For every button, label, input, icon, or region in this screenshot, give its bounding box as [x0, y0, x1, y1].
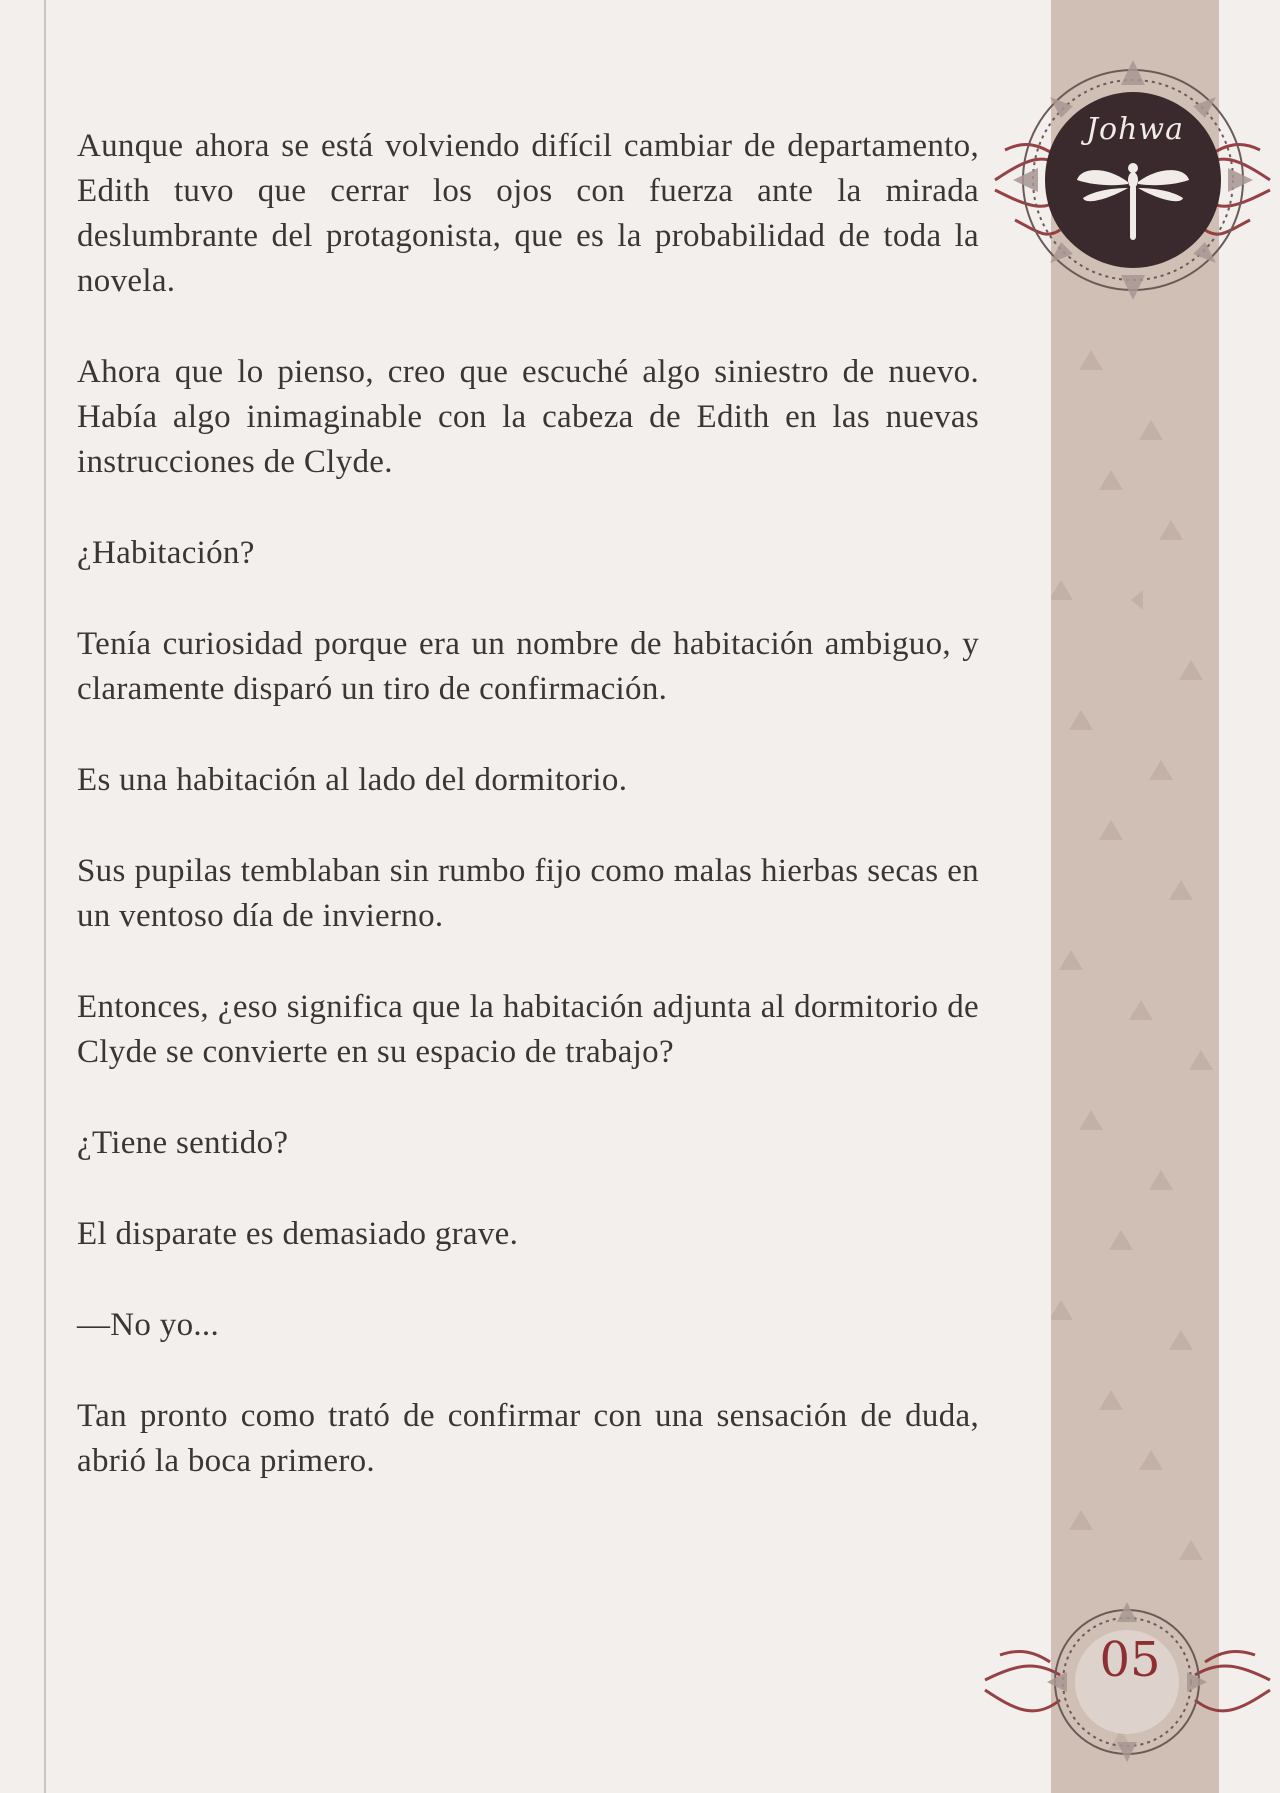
paragraph-3: ¿Habitación?	[77, 535, 255, 571]
paragraph-1: Aunque ahora se está volviendo difícil cambiar de departamento, Edith tuvo que cerrar los ojos con fuerza ante la mirada deslumbrante del protagonista, que es la probabilidad de toda la novela.	[77, 128, 979, 299]
paragraph-6: Sus pupilas temblaban sin rumbo fijo como malas hierbas secas en un ventoso día de invierno.	[77, 853, 979, 934]
paragraph-4: Tenía curiosidad porque era un nombre de habitación ambiguo, y claramente disparó un tiro de confirmación.	[77, 626, 979, 707]
paragraph-8: ¿Tiene sentido?	[77, 1125, 289, 1161]
page-number: 05	[1099, 1632, 1161, 1688]
paragraph-5: Es una habitación al lado del dormitorio.	[77, 762, 628, 798]
johwa-emblem	[985, 30, 1280, 330]
paragraph-9: El disparate es demasiado grave.	[77, 1216, 519, 1252]
emblem-label: Johwa	[1086, 112, 1184, 147]
paragraph-11: Tan pronto como trató de confirmar con una sensación de duda, abrió la boca primero.	[77, 1398, 979, 1479]
paragraph-7: Entonces, ¿eso significa que la habitación adjunta al dormitorio de Clyde se convierte en su espacio de trabajo?	[77, 989, 979, 1070]
chapter-text	[77, 124, 979, 1484]
paragraph-10: —No yo...	[77, 1307, 220, 1343]
paragraph-2: Ahora que lo pienso, creo que escuché algo siniestro de nuevo. Había algo inimaginable con la cabeza de Edith en las nuevas instrucciones de Clyde.	[77, 354, 979, 480]
left-margin-rule	[44, 0, 46, 1793]
